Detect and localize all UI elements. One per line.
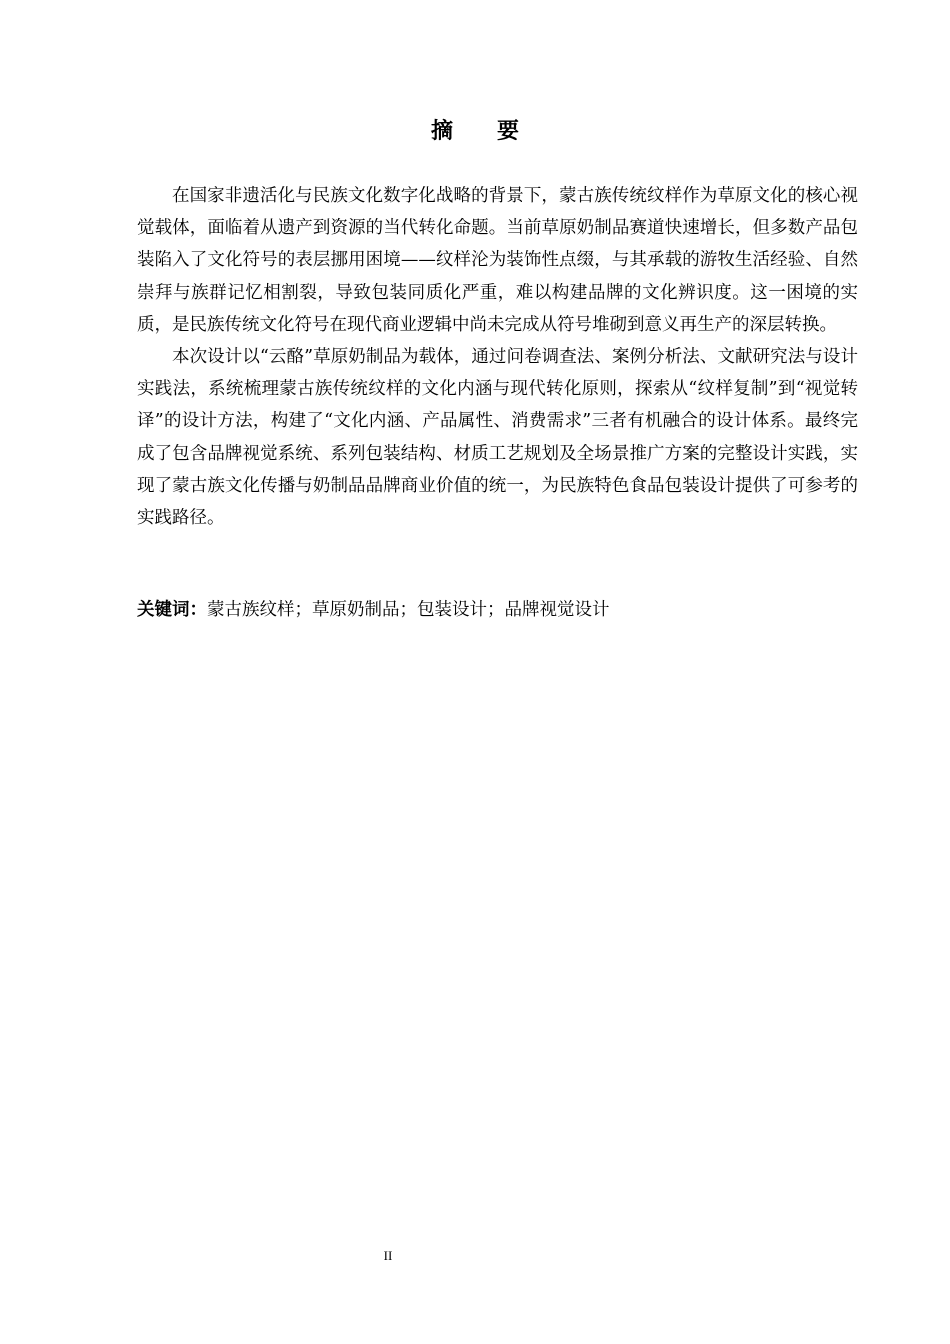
- page-title: 摘要: [430, 119, 563, 144]
- keywords-line: [137, 594, 858, 626]
- abstract-body: [137, 180, 858, 534]
- keywords-text: 蒙古族纹样；草原奶制品；包装设计；品牌视觉设计: [207, 600, 610, 620]
- abstract-paragraph-1: 在国家非遗活化与民族文化数字化战略的背景下，蒙古族传统纹样作为草原文化的核心视觉载体，面临着从遗产到资源的当代转化命题。当前草原奶制品赛道快速增长，但多数产品包装陷入了文化符号的表层挪用困境——纹样沦为装饰性点缀，与其承载的游牧生活经验、自然崇拜与族群记忆相割裂，导致包装同质化严重，难以构建品牌的文化辨识度。这一困境的实质，是民族传统文化符号在现代商业逻辑中尚未完成从符号堆砌到意义再生产的深层转换。: [137, 186, 858, 335]
- page-number: II: [383, 1248, 393, 1263]
- keywords-label: 关键词：: [137, 600, 207, 620]
- abstract-paragraph-2: 本次设计以“云酪”草原奶制品为载体，通过问卷调查法、案例分析法、文献研究法与设计实践法，系统梳理蒙古族传统纹样的文化内涵与现代转化原则，探索从“纹样复制”到“视觉转译”的设计方法，构建了“文化内涵、产品属性、消费需求”三者有机融合的设计体系。最终完成了包含品牌视觉系统、系列包装结构、材质工艺规划及全场景推广方案的完整设计实践，实现了蒙古族文化传播与奶制品品牌商业价值的统一，为民族特色食品包装设计提供了可参考的实践路径。: [137, 347, 858, 529]
